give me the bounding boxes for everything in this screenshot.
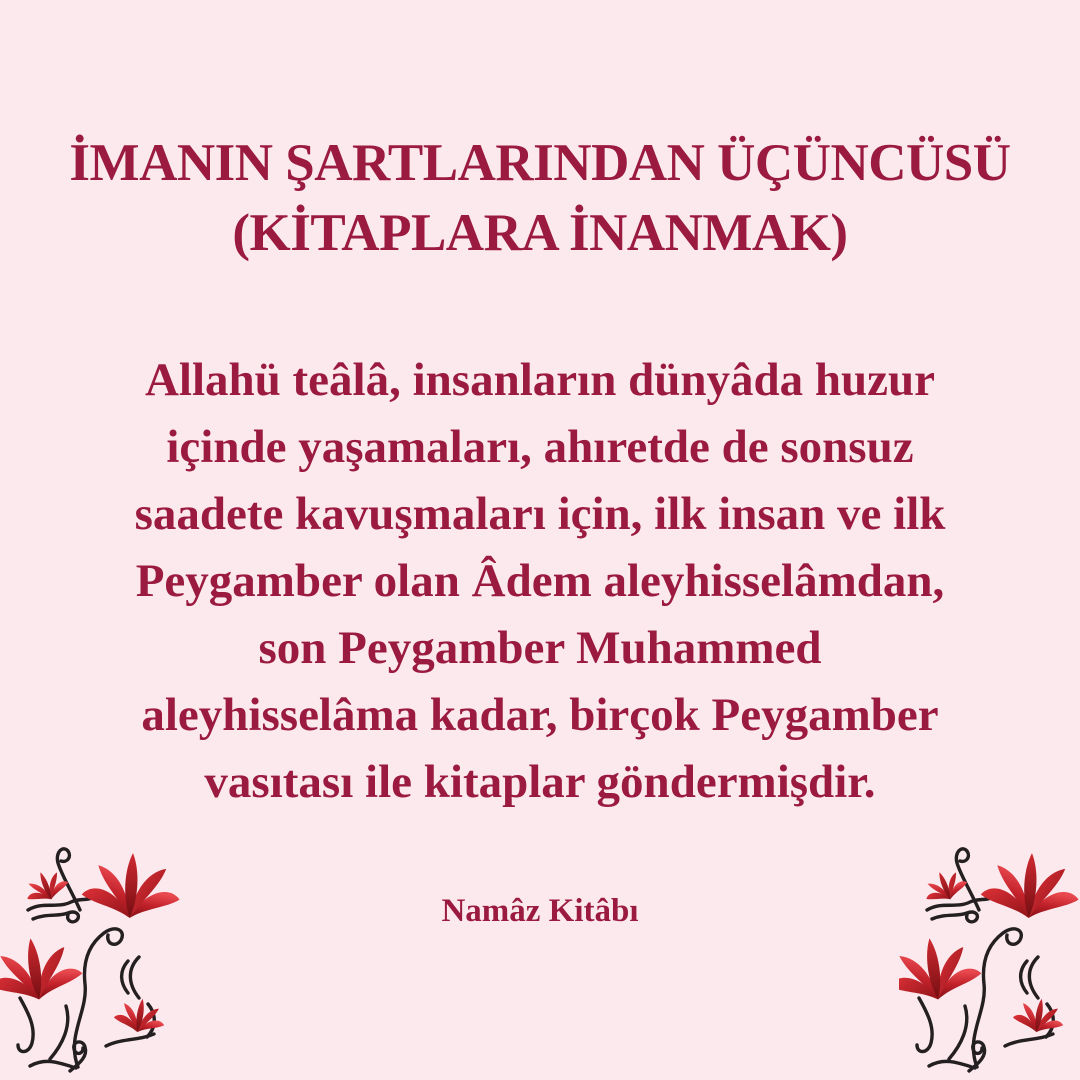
body-line: içinde yaşamaları, ahıretde de sonsuz bbox=[166, 421, 914, 473]
page-title bbox=[0, 128, 1080, 268]
title-line: (KİTAPLARA İNANMAK) bbox=[232, 204, 848, 262]
body-line: son Peygamber Muhammed bbox=[258, 622, 822, 674]
body-line: saadete kavuşmaları için, ilk insan ve ilk bbox=[134, 488, 946, 540]
body-line: vasıtası ile kitaplar göndermişdir. bbox=[204, 756, 876, 808]
title-line: İMANIN ŞARTLARINDAN ÜÇÜNCÜSÜ bbox=[69, 134, 1011, 192]
lotus-flower-ornament-left-icon bbox=[0, 830, 250, 1080]
body-line: Allahü teâlâ, insanların dünyâda huzur bbox=[144, 354, 936, 406]
body-line: Peygamber olan Âdem aleyhisselâmdan, bbox=[135, 555, 945, 607]
source-label: Namâz Kitâbı bbox=[441, 893, 639, 929]
body-line: aleyhisselâma kadar, birçok Peygamber bbox=[141, 689, 939, 741]
lotus-flower-ornament-right-icon bbox=[899, 830, 1080, 1080]
quote-text bbox=[0, 347, 1080, 816]
